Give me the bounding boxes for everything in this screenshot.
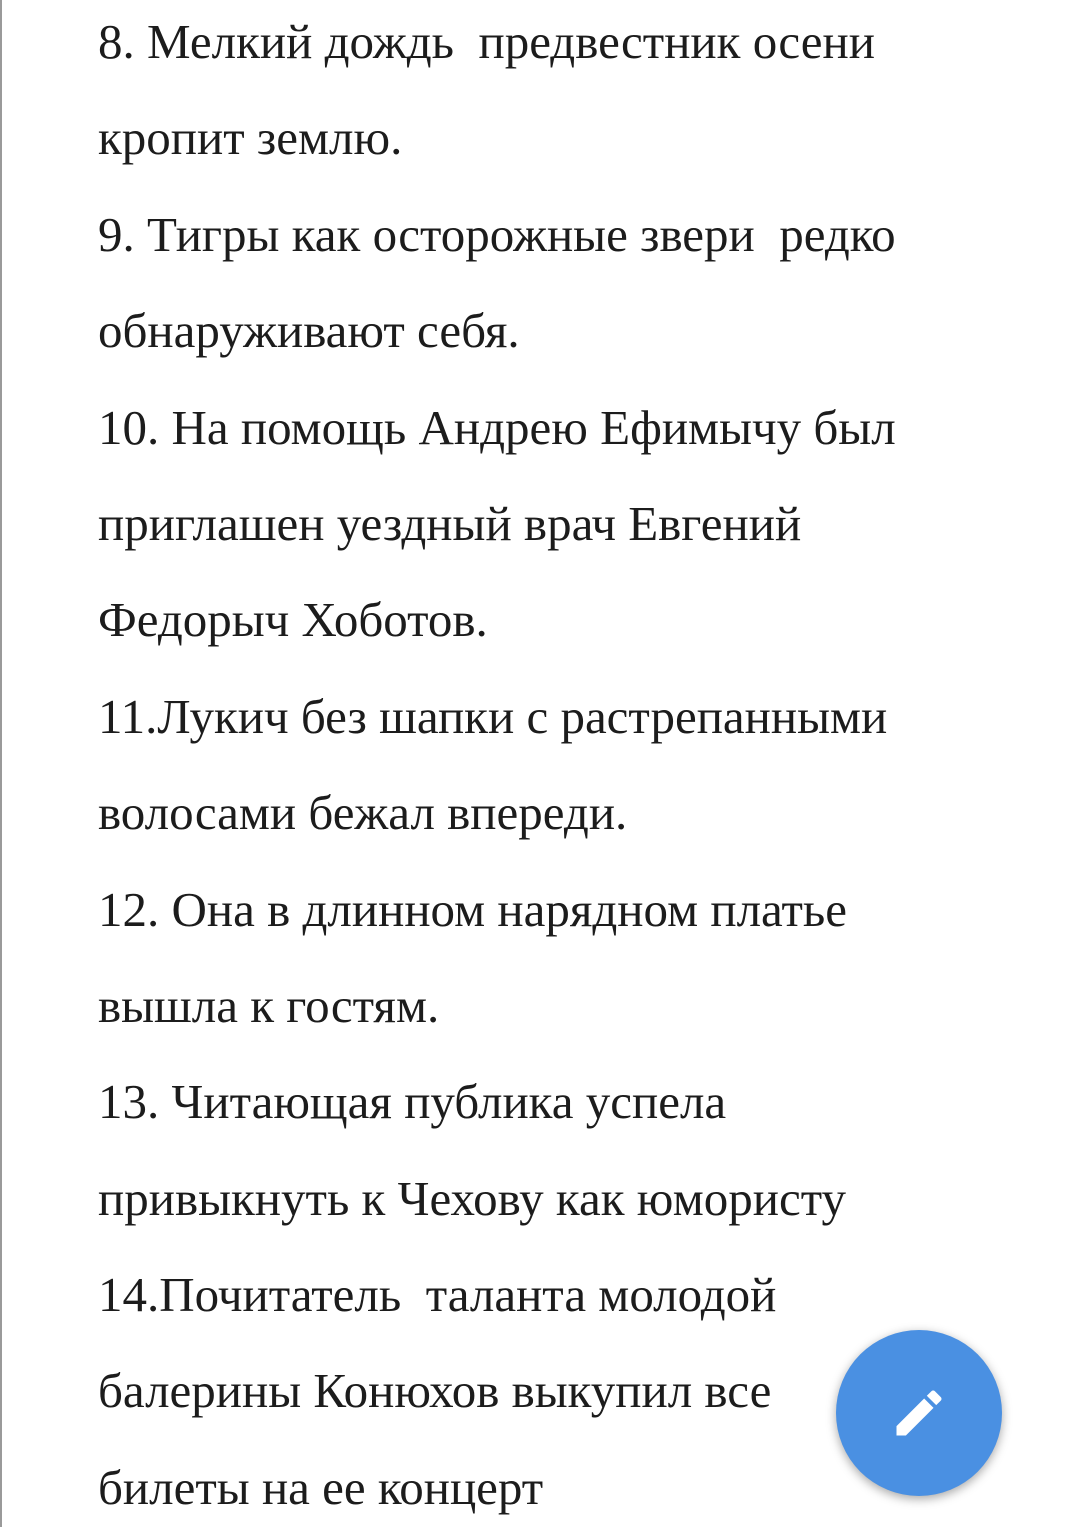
- text-line: 12. Она в длинном нарядном платье: [98, 881, 848, 937]
- text-line: 10. На помощь Андрею Ефимычу был: [98, 399, 896, 455]
- pencil-icon: [889, 1383, 949, 1443]
- text-line: привыкнуть к Чехову как юмористу: [98, 1170, 846, 1226]
- document-text: [98, 0, 1038, 1536]
- text-line: 11.Лукич без шапки с растрепанными: [98, 688, 888, 744]
- text-line: приглашен уездный врач Евгений: [98, 495, 802, 551]
- text-line: Федорыч Хоботов.: [98, 592, 488, 648]
- text-line: волосами бежал впереди.: [98, 785, 628, 841]
- text-line: 14.Почитатель таланта молодой: [98, 1267, 777, 1323]
- edit-button[interactable]: [836, 1330, 1002, 1496]
- page-edge: [0, 0, 2, 1527]
- text-line: кропит землю.: [98, 110, 403, 166]
- text-line: 8. Мелкий дождь предвестник осени: [98, 14, 875, 69]
- text-line: билеты на ее концерт: [98, 1459, 544, 1515]
- text-line: балерины Конюхов выкупил все: [98, 1363, 772, 1419]
- text-line: вышла к гостям.: [98, 977, 440, 1033]
- text-line: 13. Читающая публика успела: [98, 1074, 727, 1130]
- text-line: 9. Тигры как осторожные звери редко: [98, 206, 896, 262]
- text-line: обнаруживают себя.: [98, 303, 520, 359]
